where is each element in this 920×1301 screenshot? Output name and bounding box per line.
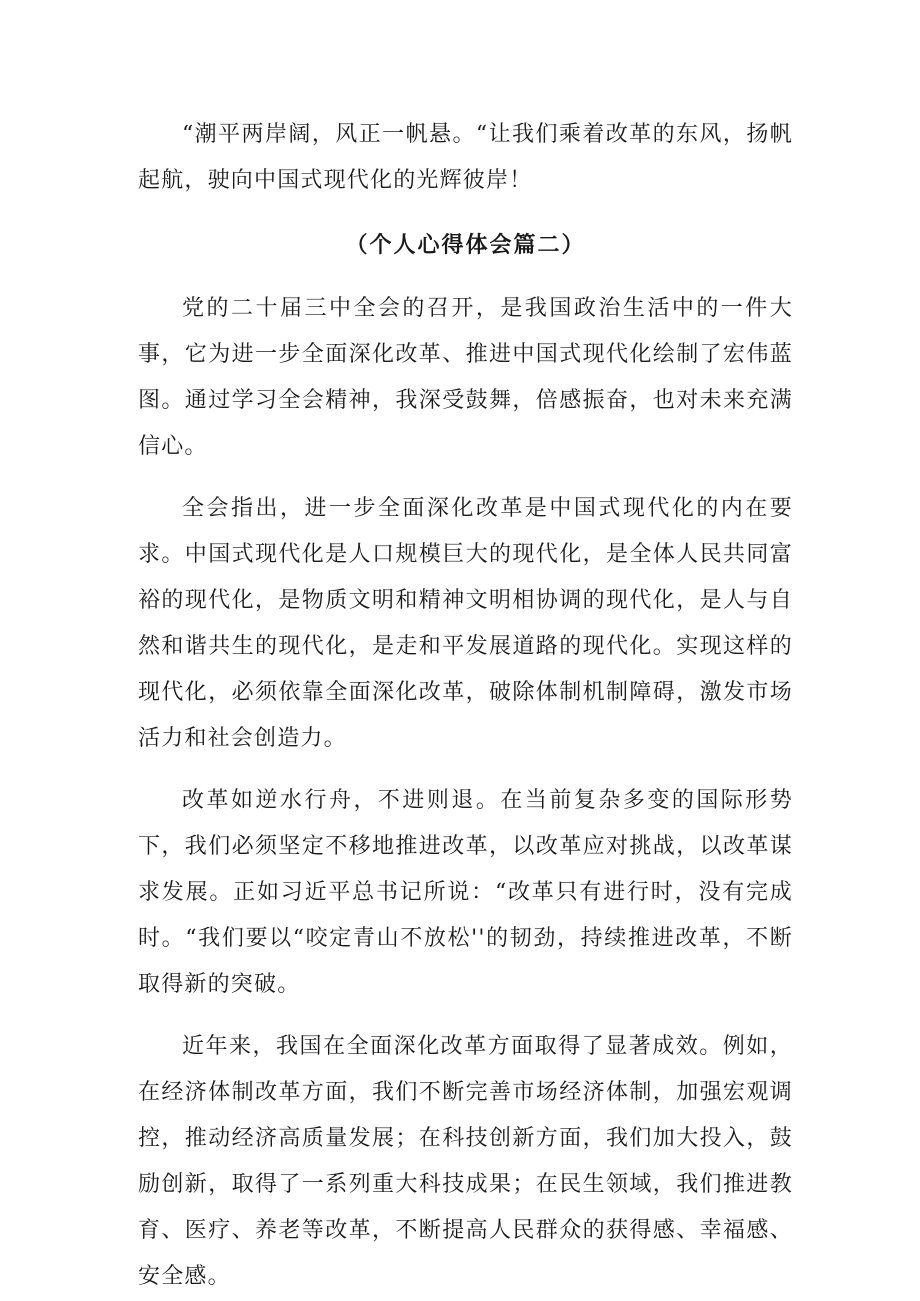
section-heading: （个人心得体会篇二） <box>345 232 586 258</box>
document-page <box>138 112 793 1300</box>
paragraph-intro: 党的二十届三中全会的召开，是我国政治生活中的一件大事，它为进一步全面深化改革、推进中国式现代化绘制了宏伟蓝图。通过学习全会精神，我深受鼓舞，倍感振奋，也对未来充满信心。 <box>138 296 793 459</box>
paragraph-achievements: 近年来，我国在全面深化改革方面取得了显著成效。例如，在经济体制改革方面，我们不断完善市场经济体制，加强宏观调控，推动经济高质量发展；在科技创新方面，我们加大投入，鼓励创新，取得了一系列重大科技成果；在民生领域，我们推进教育、医疗、养老等改革，不断提高人民群众的获得感、幸福感、安全感。 <box>138 1034 793 1289</box>
paragraph-closing-quote: “潮平两岸阔，风正一帆悬。“让我们乘着改革的东风，扬帆起航，驶向中国式现代化的光辉彼岸！ <box>138 122 793 193</box>
paragraph-reform-momentum: 改革如逆水行舟，不进则退。在当前复杂多变的国际形势下，我们必须坚定不移地推进改革，以改革应对挑战，以改革谋求发展。正如习近平总书记所说：“改革只有进行时，没有完成时。“我们要以“咬定青山不放松''的韧劲，持续推进改革，不断取得新的突破。 <box>138 788 793 997</box>
paragraph-plenary-points: 全会指出，进一步全面深化改革是中国式现代化的内在要求。中国式现代化是人口规模巨大的现代化，是全体人民共同富裕的现代化，是物质文明和精神文明相协调的现代化，是人与自然和谐共生的现代化，是走和平发展道路的现代化。实现这样的现代化，必须依靠全面深化改革，破除体制机制障碍，激发市场活力和社会创造力。 <box>138 496 793 751</box>
